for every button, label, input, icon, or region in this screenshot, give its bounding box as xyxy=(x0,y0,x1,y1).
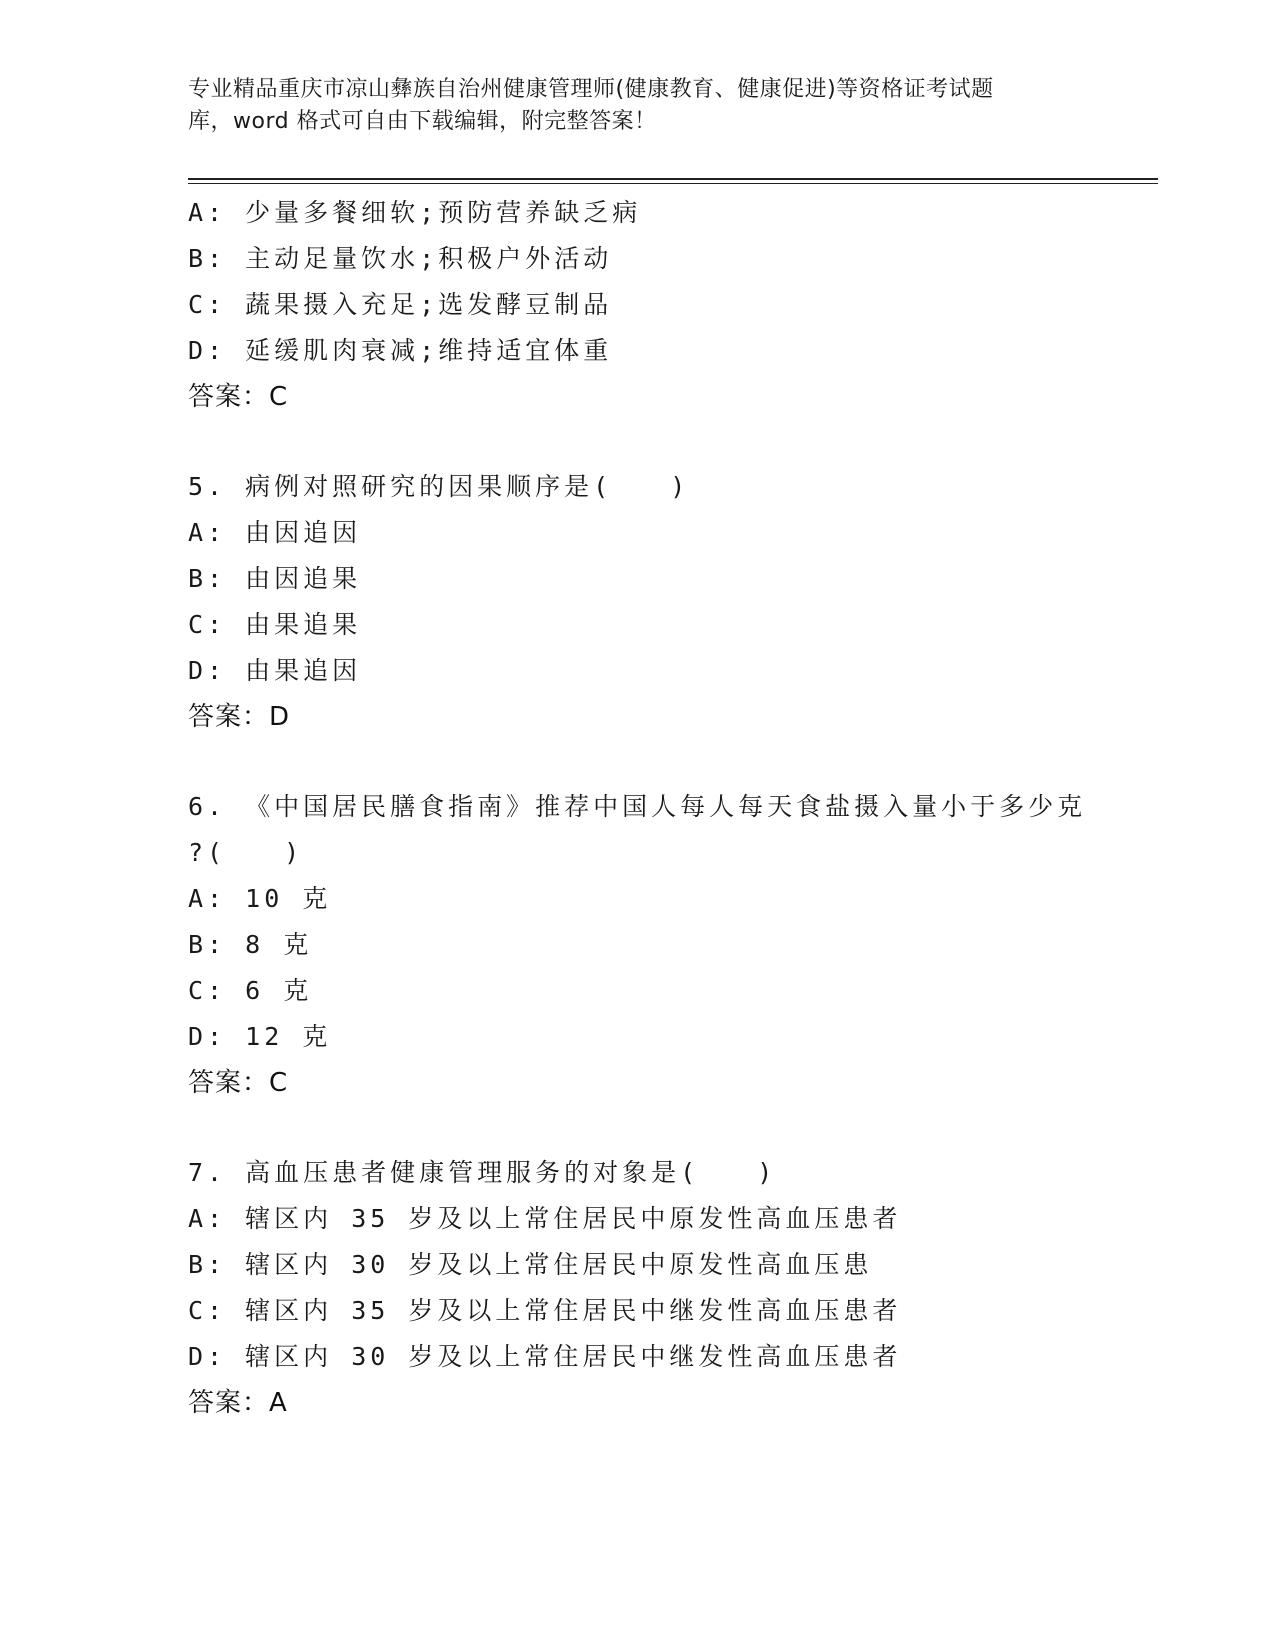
question-6-block xyxy=(188,784,1158,1106)
question-7-block xyxy=(188,1150,1158,1426)
spacer xyxy=(188,740,1158,784)
question-6-option-a: A: 10 克 xyxy=(188,884,332,913)
question-7-option-b: B: 辖区内 30 岁及以上常住居民中原发性高血压患 xyxy=(188,1250,873,1279)
question-5-option-a: A: 由因追因 xyxy=(188,518,362,547)
spacer xyxy=(188,1106,1158,1150)
question-7-option-d: D: 辖区内 30 岁及以上常住居民中继发性高血压患者 xyxy=(188,1342,902,1371)
question-7-option-c: C: 辖区内 35 岁及以上常住居民中继发性高血压患者 xyxy=(188,1296,902,1325)
question-list xyxy=(188,190,1158,1426)
question-5-option-c: C: 由果追果 xyxy=(188,610,362,639)
question-7-option-a: A: 辖区内 35 岁及以上常住居民中原发性高血压患者 xyxy=(188,1204,902,1233)
question-7-stem: 7. 高血压患者健康管理服务的对象是( ) xyxy=(188,1158,777,1187)
question-4-block xyxy=(188,190,1158,420)
header-divider xyxy=(188,178,1158,184)
question-6-option-d: D: 12 克 xyxy=(188,1022,332,1051)
question-5-answer: 答案：D xyxy=(188,702,291,732)
question-5-stem: 5. 病例对照研究的因果顺序是( ) xyxy=(188,472,690,501)
header-title-line-1: 专业精品重庆市凉山彝族自治州健康管理师(健康教育、健康促进)等资格证考试题 xyxy=(188,77,994,102)
question-6-option-c: C: 6 克 xyxy=(188,976,313,1005)
spacer xyxy=(188,420,1158,464)
question-6-option-b: B: 8 克 xyxy=(188,930,313,959)
document-header xyxy=(188,74,1088,138)
question-4-answer: 答案：C xyxy=(188,382,289,412)
question-5-option-b: B: 由因追果 xyxy=(188,564,362,593)
question-4-option-a: A: 少量多餐细软;预防营养缺乏病 xyxy=(188,198,642,227)
header-title-line-2: 库，word 格式可自由下载编辑，附完整答案！ xyxy=(188,109,657,134)
question-4-option-c: C: 蔬果摄入充足;选发酵豆制品 xyxy=(188,290,613,319)
question-6-answer: 答案：C xyxy=(188,1068,289,1098)
question-5-block xyxy=(188,464,1158,740)
question-4-option-d: D: 延缓肌肉衰减;维持适宜体重 xyxy=(188,336,613,365)
question-5-option-d: D: 由果追因 xyxy=(188,656,362,685)
question-6-stem-line-1: 6. 《中国居民膳食指南》推荐中国人每人每天食盐摄入量小于多少克 xyxy=(188,792,1087,821)
question-7-answer: 答案：A xyxy=(188,1388,288,1418)
question-4-option-b: B: 主动足量饮水;积极户外活动 xyxy=(188,244,613,273)
question-6-stem-line-2: ?( ) xyxy=(188,838,304,867)
